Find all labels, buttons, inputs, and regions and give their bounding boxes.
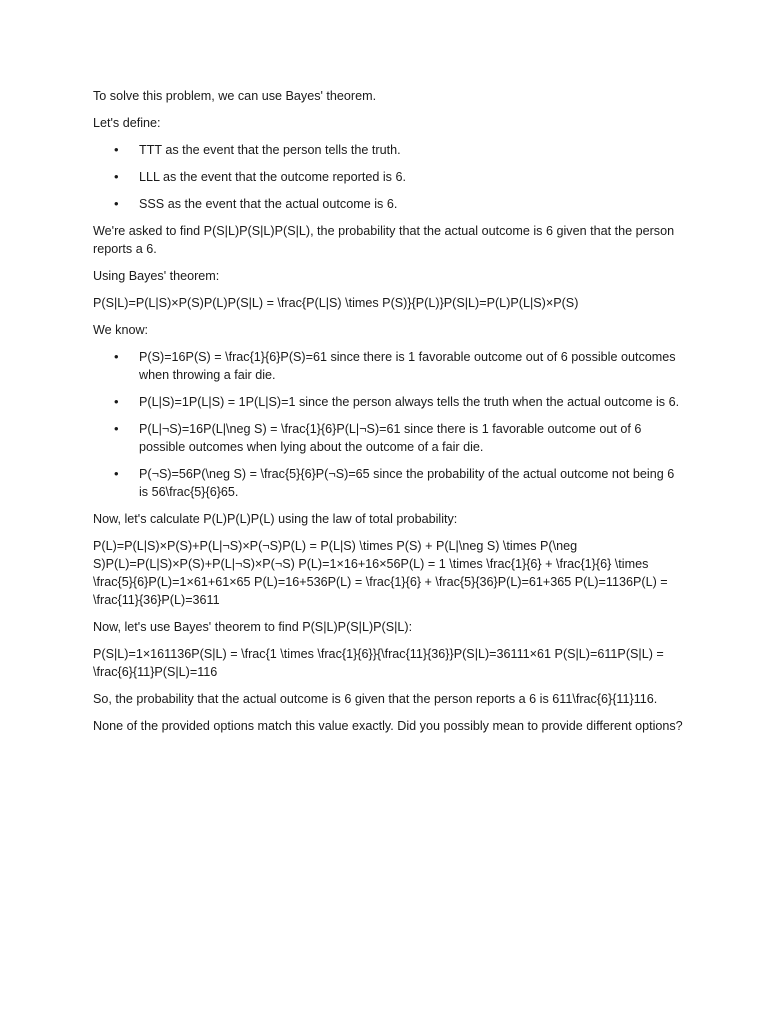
closing-paragraph: None of the provided options match this value exactly. Did you possibly mean to provide different options? <box>93 719 683 733</box>
list-item: • P(L|S)=1P(L|S) = 1P(L|S)=1 since the person always tells the truth when the actual outcome is 6. <box>93 393 683 411</box>
bayes-find-formula: P(S|L)=1×161136P(S|L) = \frac{1 \times \frac{1}{6}}{\frac{11}{36}}P(S|L)=36111×61 P(S|L)=611P(S|L) = \frac{6}{11}P(S|L)=116 <box>93 647 664 679</box>
document-body <box>93 87 683 744</box>
definitions-list <box>93 141 683 213</box>
list-item: • SSS as the event that the actual outcome is 6. <box>93 195 683 213</box>
list-item: • P(S)=16P(S) = \frac{1}{6}P(S)=61 since there is 1 favorable outcome out of 6 possible outcomes when throwing a fair die. <box>93 348 683 384</box>
total-probability-intro: Now, let's calculate P(L)P(L)P(L) using the law of total probability: <box>93 512 458 526</box>
list-item: • LLL as the event that the outcome reported is 6. <box>93 168 683 186</box>
conclusion-paragraph: So, the probability that the actual outcome is 6 given that the person reports a 6 is 611\frac{6}{11}116. <box>93 692 658 706</box>
list-item: • P(L|¬S)=16P(L|\neg S) = \frac{1}{6}P(L|¬S)=61 since there is 1 favorable outcome out of 6 possible outcomes when lying about the outcome of a fair die. <box>93 420 683 456</box>
define-heading: Let's define: <box>93 116 161 130</box>
intro-paragraph: To solve this problem, we can use Bayes' theorem. <box>93 89 377 103</box>
asked-paragraph: We're asked to find P(S|L)P(S|L)P(S|L), the probability that the actual outcome is 6 given that the person reports a 6. <box>93 224 675 256</box>
bayes-find-intro: Now, let's use Bayes' theorem to find P(S|L)P(S|L)P(S|L): <box>93 620 413 634</box>
list-item: • P(¬S)=56P(\neg S) = \frac{5}{6}P(¬S)=65 since the probability of the actual outcome not being 6 is 56\frac{5}{6}65. <box>93 465 683 501</box>
total-probability-formula: P(L)=P(L|S)×P(S)+P(L|¬S)×P(¬S)P(L) = P(L|S) \times P(S) + P(L|\neg S) \times P(\neg S)P(L)=P(L|S)×P(S)+P(L|¬S)×P(¬S) P(L)=1×16+16×56P(L) = 1 \times \frac{1}{6} + \frac{1}{6} \times \frac{5}{6}P(L)=1×61+61×65 P(L)=16+536P(L) = \frac{1}{6} + \frac{5}{36}P(L)=61+365 P(L)=1136P(L) = \frac{11}{36}P(L)=3611 <box>93 539 668 607</box>
we-know-heading: We know: <box>93 323 149 337</box>
using-bayes-paragraph: Using Bayes' theorem: <box>93 269 220 283</box>
list-item: • TTT as the event that the person tells the truth. <box>93 141 683 159</box>
bayes-formula: P(S|L)=P(L|S)×P(S)P(L)P(S|L) = \frac{P(L|S) \times P(S)}{P(L)}P(S|L)=P(L)P(L|S)×P(S) <box>93 296 579 310</box>
known-facts-list <box>93 348 683 501</box>
